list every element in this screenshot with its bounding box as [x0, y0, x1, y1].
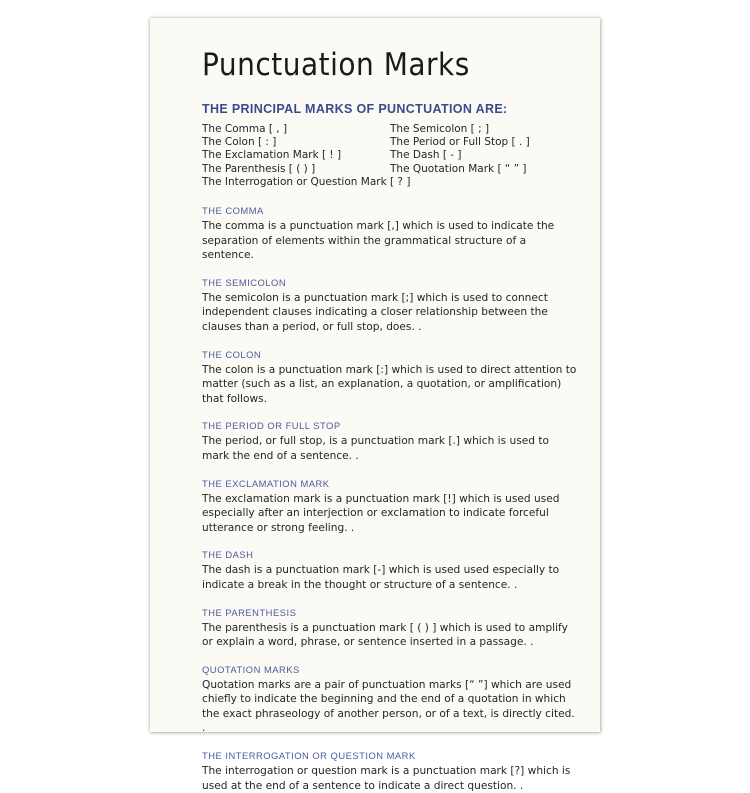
section-heading: QUOTATION MARKS — [202, 663, 300, 675]
section-text: The interrogation or question mark is a punctuation mark [?] which is used at the end of a sentence to indicate a direct question. . — [202, 765, 571, 792]
section-text: The parenthesis is a punctuation mark [ ( ) ] which is used to amplify or explain a word, phrase, or sentence inserted in a passage. . — [202, 621, 568, 649]
mark-item: The Interrogation or Question Mark [ ? ] — [202, 175, 411, 188]
section-heading: THE PARENTHESIS — [202, 606, 297, 618]
section-heading: THE INTERROGATION OR QUESTION MARK — [202, 750, 416, 762]
section-text: The semicolon is a punctuation mark [;] which is used to connect independent clauses indicating a closer relationship between the clauses than a period, or full stop, does. . — [202, 291, 548, 333]
mark-item: The Comma [ , ] — [202, 123, 288, 135]
document-content — [202, 46, 578, 793]
marks-row — [202, 149, 578, 162]
marks-row — [202, 176, 578, 189]
mark-item: The Colon [ : ] — [202, 136, 277, 149]
mark-item: The Exclamation Mark [ ! ] — [202, 149, 342, 162]
section-text: The period, or full stop, is a punctuation mark [.] which is used to mark the end of a sentence. . — [202, 435, 549, 462]
section-text: The comma is a punctuation mark [,] which is used to indicate the separation of elements within the grammatical structure of a sentence. — [202, 220, 555, 262]
section-the-comma — [202, 205, 578, 263]
marks-row — [202, 123, 578, 136]
section-heading: THE COLON — [202, 348, 262, 360]
section-quotation-marks — [202, 664, 578, 736]
mark-item: The Quotation Mark [ “ ” ] — [390, 162, 527, 175]
section-text: The dash is a punctuation mark [-] which is used used especially to indicate a break in the thought or structure of a sentence. . — [202, 564, 560, 591]
principal-marks-heading: THE PRINCIPAL MARKS OF PUNCTUATION ARE: — [202, 102, 508, 116]
page-title: Punctuation Marks — [202, 46, 470, 83]
mark-item: The Semicolon [ ; ] — [390, 123, 490, 135]
marks-row — [202, 163, 578, 176]
section-text: Quotation marks are a pair of punctuation marks [“ ”] which are used chiefly to indicate the beginning and the end of a quotation in which the exact phraseology of another person, or of a text, is directly cited. . — [202, 678, 575, 735]
section-heading: THE SEMICOLON — [202, 276, 287, 288]
section-the-dash — [202, 549, 578, 592]
marks-list — [202, 123, 578, 189]
section-heading: THE PERIOD OR FULL STOP — [202, 420, 341, 432]
section-text: The colon is a punctuation mark [:] which is used to direct attention to matter (such as a list, an explanation, a quotation, or amplification) that follows. — [202, 363, 577, 405]
section-heading: THE COMMA — [202, 205, 264, 217]
marks-row — [202, 136, 578, 149]
section-the-period-or-full-stop — [202, 420, 578, 463]
section-text: The exclamation mark is a punctuation mark [!] which is used used especially after an interjection or exclamation to indicate forceful utterance or strong feeling. . — [202, 492, 560, 534]
mark-item: The Period or Full Stop [ . ] — [390, 136, 530, 149]
section-the-parenthesis — [202, 607, 578, 650]
section-heading: THE DASH — [202, 549, 254, 561]
section-the-semicolon — [202, 277, 578, 335]
mark-item: The Dash [ - ] — [390, 149, 462, 162]
section-the-colon — [202, 349, 578, 407]
section-the-interrogation-or-question-mark — [202, 750, 578, 793]
section-heading: THE EXCLAMATION MARK — [202, 477, 330, 489]
mark-item: The Parenthesis [ ( ) ] — [202, 162, 316, 175]
section-the-exclamation-mark — [202, 478, 578, 536]
document-sheet — [150, 18, 600, 792]
